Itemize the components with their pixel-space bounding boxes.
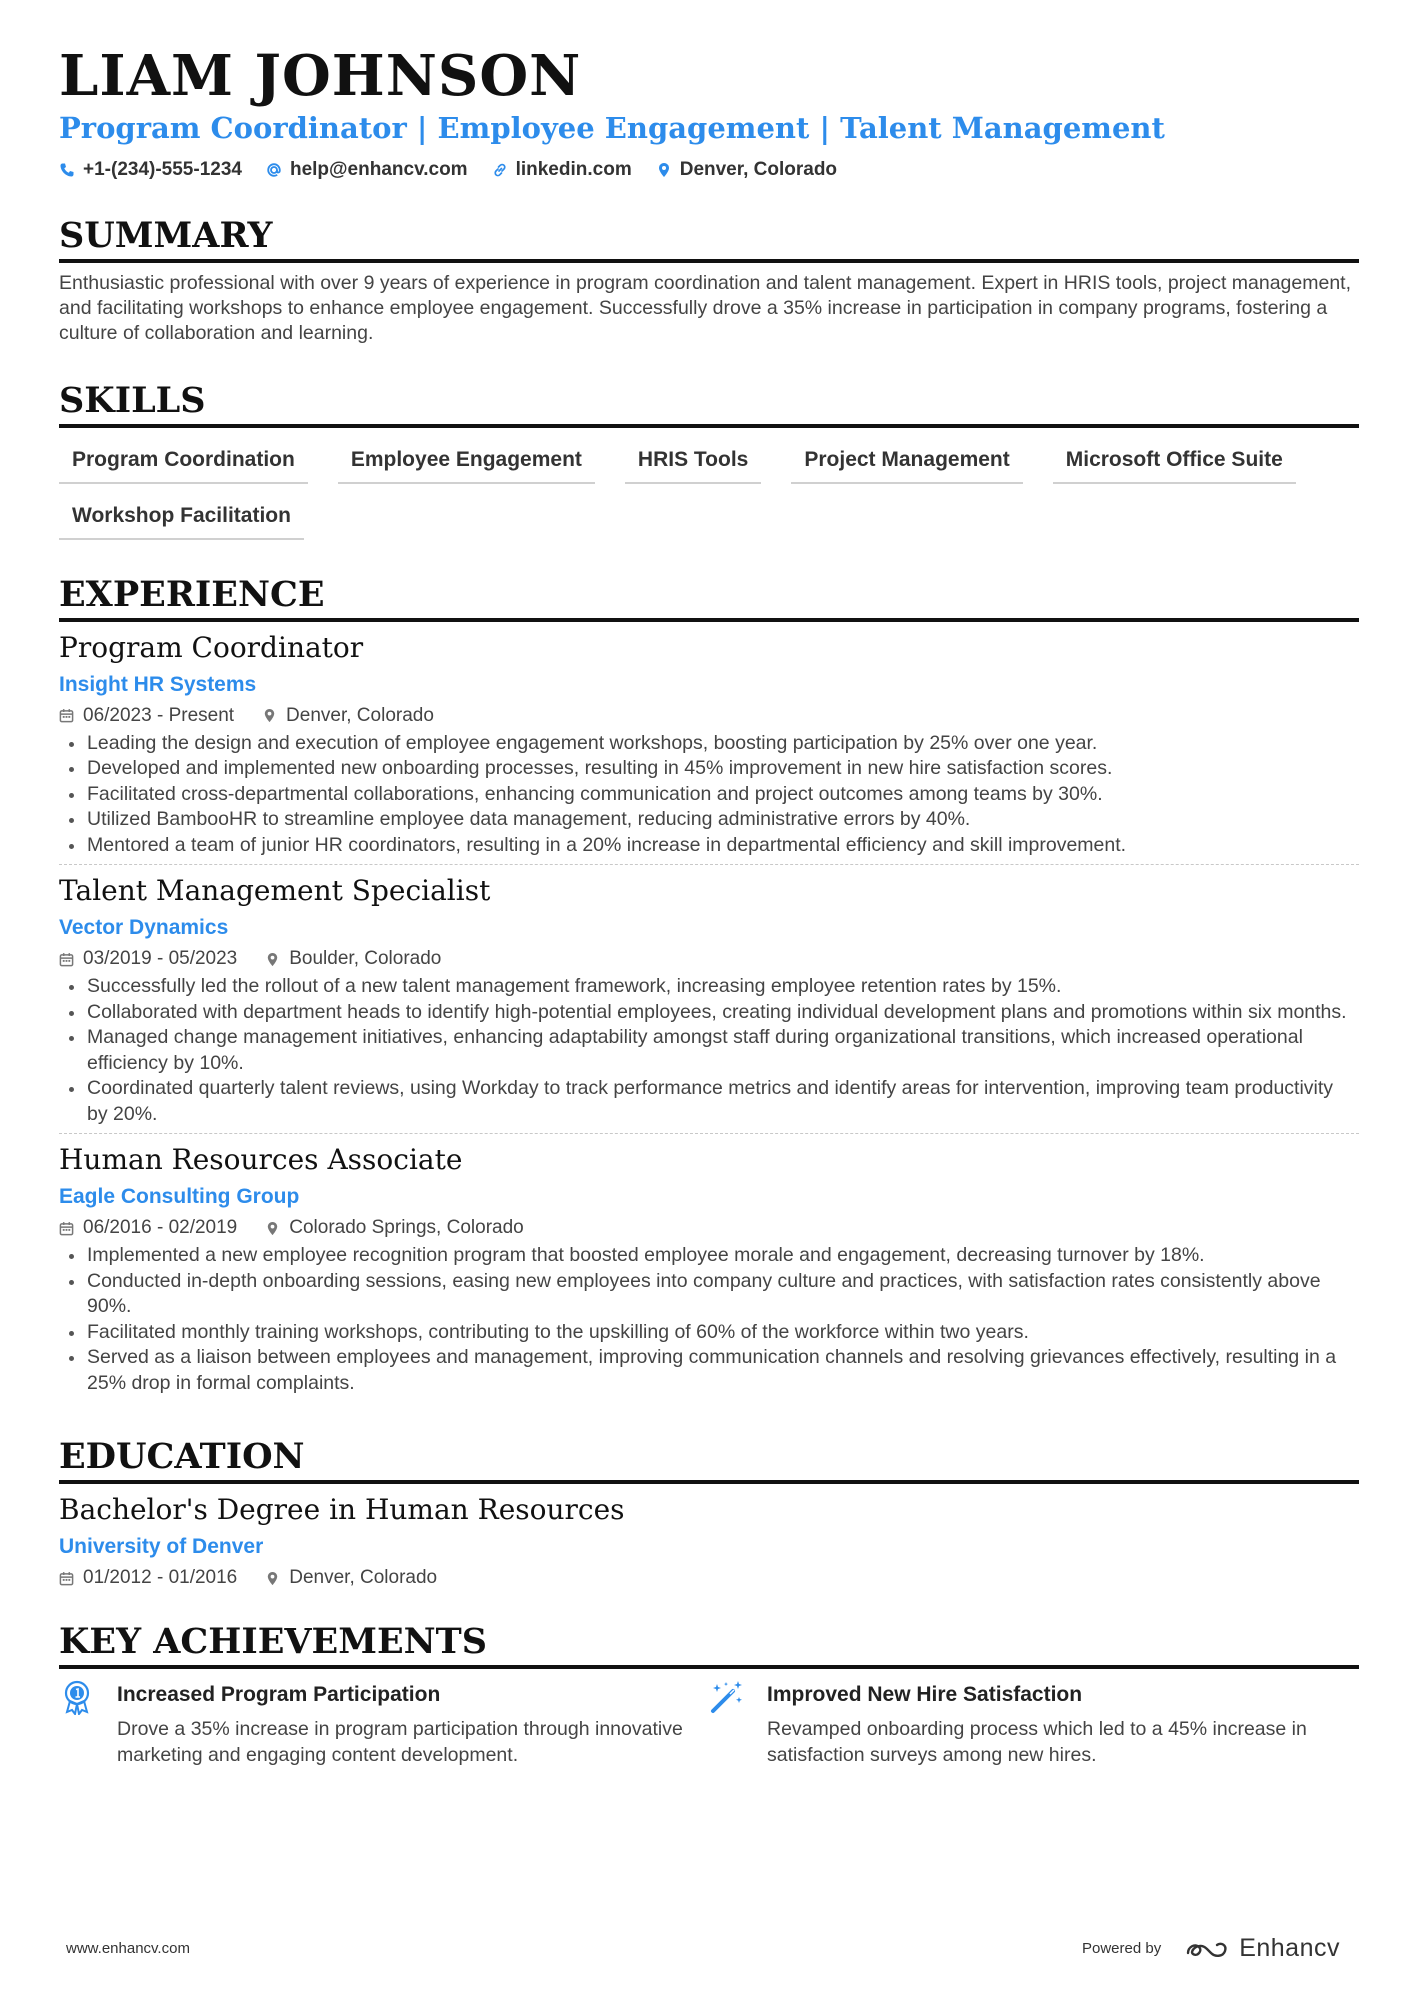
experience-heading: EXPERIENCE [59, 574, 1359, 622]
bullet-item: Served as a liaison between employees and management, improving communication channels and resolving grievances effectively, resulting in a 25% drop in formal complaints. [59, 1345, 1359, 1396]
bullet-item: Mentored a team of junior HR coordinators, resulting in a 20% increase in departmental efficiency and skill improvement. [59, 833, 1359, 859]
job-dates: 06/2023 - Present [83, 704, 235, 726]
powered-by [1082, 1934, 1340, 1963]
contact-location [656, 159, 837, 181]
contact-bar [59, 159, 1359, 181]
bullet-item: Facilitated monthly training workshops, contributing to the upskilling of 60% of the workforce within two years. [59, 1320, 1359, 1346]
education-entry [59, 1492, 1359, 1595]
enhancv-logo-icon [1185, 1937, 1231, 1961]
contact-linkedin[interactable] [492, 159, 632, 181]
summary-heading: SUMMARY [59, 215, 1359, 263]
bullet-item: Collaborated with department heads to identify high-potential employees, creating individual development plans and promotions within six months. [59, 1000, 1359, 1026]
page-footer [66, 1934, 1340, 1963]
bullet-item: Implemented a new employee recognition program that boosted employee morale and engagement, decreasing turnover by 18%. [59, 1243, 1359, 1269]
job-location: Boulder, Colorado [289, 948, 442, 970]
contact-phone-text: +1-(234)-555-1234 [83, 158, 242, 180]
contact-email[interactable] [266, 159, 468, 181]
achievement-item [709, 1683, 1359, 1768]
experience-entry [59, 873, 1359, 1134]
skills-list [59, 442, 1359, 540]
experience-entry [59, 1142, 1359, 1402]
location-pin-icon [262, 708, 277, 723]
education-meta [59, 1567, 1359, 1589]
bullet-item: Leading the design and execution of employee engagement workshops, boosting participation by 25% over one year. [59, 731, 1359, 757]
bullet-item: Successfully led the rollout of a new talent management framework, increasing employee retention rates by 15%. [59, 974, 1359, 1000]
bullet-item: Developed and implemented new onboarding processes, resulting in 45% improvement in new hire satisfaction scores. [59, 756, 1359, 782]
bullet-item: Utilized BambooHR to streamline employee data management, reducing administrative errors by 40%. [59, 807, 1359, 833]
bullet-item: Facilitated cross-departmental collaborations, enhancing communication and project outcomes among teams by 30%. [59, 782, 1359, 808]
job-bullets [59, 974, 1359, 1127]
achievements-heading: KEY ACHIEVEMENTS [59, 1621, 1359, 1669]
contact-linkedin-text: linkedin.com [515, 158, 632, 180]
job-title: Program Coordinator [59, 630, 364, 664]
phone-icon [59, 162, 75, 178]
contact-location-text: Denver, Colorado [679, 158, 838, 180]
contact-email-text: help@enhancv.com [289, 158, 468, 180]
job-title: Talent Management Specialist [59, 874, 491, 908]
skill-tag: Workshop Facilitation [59, 498, 304, 540]
education-heading: EDUCATION [59, 1436, 1359, 1484]
footer-website[interactable]: www.enhancv.com [66, 1940, 190, 1957]
calendar-icon [59, 952, 74, 967]
location-pin-icon [265, 1221, 280, 1236]
contact-phone[interactable] [59, 159, 242, 181]
bullet-item: Coordinated quarterly talent reviews, using Workday to track performance metrics and identify areas for intervention, improving team productivity by 20%. [59, 1076, 1359, 1127]
bullet-item: Managed change management initiatives, enhancing adaptability amongst staff during organizational transitions, which increased operational efficiency by 10%. [59, 1025, 1359, 1076]
location-pin-icon [656, 162, 672, 178]
location-pin-icon [265, 952, 280, 967]
company-name: Insight HR Systems [59, 672, 257, 696]
calendar-icon [59, 1571, 74, 1586]
skills-heading: SKILLS [59, 380, 1359, 428]
education-dates: 01/2012 - 01/2016 [83, 1567, 238, 1589]
school-name: University of Denver [59, 1535, 264, 1559]
job-title: Human Resources Associate [59, 1143, 463, 1177]
achievement-item [59, 1683, 709, 1768]
degree-title: Bachelor's Degree in Human Resources [59, 1493, 625, 1527]
achievement-description: Revamped onboarding process which led to a 45% increase in satisfaction surveys among new hires. [767, 1718, 1307, 1766]
job-meta [59, 1217, 1359, 1239]
achievement-body [767, 1683, 1359, 1768]
summary-text: Enthusiastic professional with over 9 years of experience in program coordination and talent management. Expert in HRIS tools, project management, and facilitating workshops to enhance employee engagement. Successfully drove a 35% increase in participation in company programs, fostering a culture of collaboration and learning. [59, 271, 1352, 344]
achievement-body [117, 1683, 709, 1768]
link-icon [492, 162, 508, 178]
award-badge-icon [59, 1679, 95, 1715]
job-location: Colorado Springs, Colorado [289, 1217, 524, 1239]
resume-page [59, 44, 1359, 1768]
brand-name: Enhancv [1239, 1934, 1340, 1962]
skill-tag: HRIS Tools [625, 442, 761, 484]
candidate-name: LIAM JOHNSON [59, 43, 582, 109]
experience-entry [59, 630, 1359, 866]
job-bullets [59, 731, 1359, 859]
job-dates: 06/2016 - 02/2019 [83, 1217, 238, 1239]
job-dates: 03/2019 - 05/2023 [83, 948, 238, 970]
bullet-item: Conducted in-depth onboarding sessions, easing new employees into company culture and practices, with satisfaction rates consistently above 90%. [59, 1269, 1359, 1320]
job-bullets [59, 1243, 1359, 1396]
achievement-description: Drove a 35% increase in program participation through innovative marketing and engaging content development. [117, 1718, 683, 1766]
magic-wand-icon [709, 1679, 745, 1715]
brand-logo[interactable] [1185, 1934, 1340, 1963]
job-location: Denver, Colorado [286, 704, 434, 726]
skill-tag: Project Management [791, 442, 1022, 484]
location-pin-icon [265, 1571, 280, 1586]
achievement-title: Increased Program Participation [117, 1683, 441, 1707]
headline: Program Coordinator | Employee Engagement | Talent Management [59, 111, 1165, 146]
education-location: Denver, Colorado [289, 1567, 438, 1589]
at-icon [266, 162, 282, 178]
achievement-title: Improved New Hire Satisfaction [767, 1683, 1083, 1707]
skill-tag: Employee Engagement [338, 442, 595, 484]
job-meta [59, 948, 1359, 970]
achievements-list [59, 1683, 1359, 1768]
company-name: Eagle Consulting Group [59, 1185, 300, 1209]
company-name: Vector Dynamics [59, 916, 229, 940]
calendar-icon [59, 1221, 74, 1236]
job-meta [59, 705, 1359, 727]
skill-tag: Program Coordination [59, 442, 308, 484]
powered-by-label: Powered by [1081, 1940, 1162, 1957]
skill-tag: Microsoft Office Suite [1053, 442, 1296, 484]
calendar-icon [59, 708, 74, 723]
